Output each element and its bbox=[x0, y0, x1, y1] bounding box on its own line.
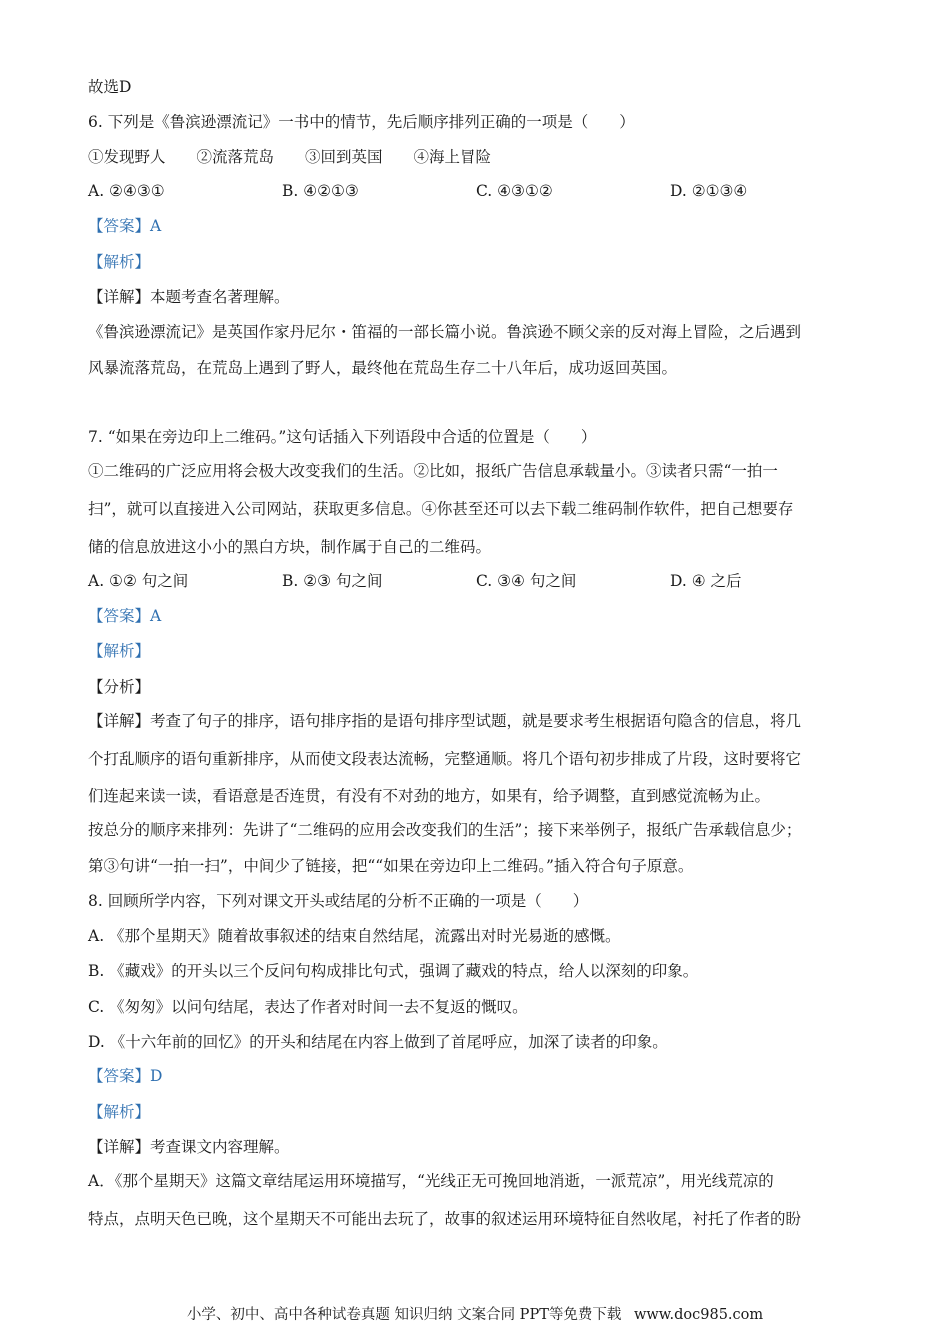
analysis-label: 【解析】 bbox=[88, 1103, 151, 1121]
paragraph-line: 特点，点明天色已晚，这个星期天不可能出去玩了，故事的叙述运用环境特征自然收尾，衬托了作者的盼 bbox=[88, 1210, 802, 1228]
option-d: D. 《十六年前的回忆》的开头和结尾在内容上做到了首尾呼应，加深了读者的印象。 bbox=[88, 1033, 668, 1051]
option-c: C. ④③①② bbox=[476, 182, 553, 200]
detail-line: 【详解】本题考查名著理解。 bbox=[88, 288, 290, 306]
paragraph-line: 第③句讲“一拍一扫”，中间少了链接，把““如果在旁边印上二维码。”插入符合句子原意。 bbox=[88, 857, 694, 875]
paragraph-line: A．《那个星期天》这篇文章结尾运用环境描写，“光线正无可挽回地消逝，一派荒凉”，用光线荒凉的 bbox=[88, 1172, 774, 1190]
option-a: A. 《那个星期天》随着故事叙述的结束自然结尾，流露出对时光易逝的感慨。 bbox=[88, 927, 621, 945]
question-6-items: ①发现野人 ②流落荒岛 ③回到英国 ④海上冒险 bbox=[88, 148, 492, 166]
option-b: B. 《藏戏》的开头以三个反问句构成排比句式，强调了藏戏的特点，给人以深刻的印象。 bbox=[88, 962, 699, 980]
answer-label: 【答案】A bbox=[88, 217, 162, 235]
option-c: C. ③④ 句之间 bbox=[476, 572, 577, 590]
footer-text: 小学、初中、高中各种试卷真题 知识归纳 文案合同 PPT等免费下载 bbox=[186, 1307, 622, 1323]
option-b: B. ④②①③ bbox=[282, 182, 359, 200]
footer-url[interactable]: www.doc985.com bbox=[633, 1307, 764, 1323]
text-line: 故选D bbox=[88, 78, 132, 96]
analysis-sub-label: 【分析】 bbox=[88, 678, 151, 696]
paragraph-line: 风暴流落荒岛，在荒岛上遇到了野人，最终他在荒岛生存二十八年后，成功返回英国。 bbox=[88, 359, 678, 377]
paragraph-line: 个打乱顺序的语句重新排序，从而使文段表达流畅，完整通顺。将几个语句初步排成了片段，这时要将它 bbox=[88, 750, 802, 768]
paragraph-line: ①二维码的广泛应用将会极大改变我们的生活。②比如，报纸广告信息承载量小。③读者只需“一拍一 bbox=[88, 462, 778, 480]
answer-label: 【答案】A bbox=[88, 607, 162, 625]
option-d: D. ④ 之后 bbox=[670, 572, 742, 590]
question-8: 8. 回顾所学内容，下列对课文开头或结尾的分析不正确的一项是（ ） bbox=[88, 892, 589, 910]
paragraph-line: 储的信息放进这小小的黑白方块，制作属于自己的二维码。 bbox=[88, 538, 492, 556]
detail-line: 【详解】考查了句子的排序，语句排序指的是语句排序型试题，就是要求考生根据语句隐含的信息，将几 bbox=[88, 712, 802, 730]
paragraph-line: 们连起来读一读，看语意是否连贯，有没有不对劲的地方，如果有，给予调整，直到感觉流畅为止。 bbox=[88, 787, 771, 805]
paragraph-line: 《鲁滨逊漂流记》是英国作家丹尼尔・笛福的一部长篇小说。鲁滨逊不顾父亲的反对海上冒险，之后遇到 bbox=[88, 323, 802, 341]
option-a: A. ①② 句之间 bbox=[88, 572, 189, 590]
option-a: A. ②④③① bbox=[88, 182, 165, 200]
page-footer bbox=[0, 1305, 950, 1325]
option-d: D. ②①③④ bbox=[670, 182, 748, 200]
paragraph-line: 按总分的顺序来排列：先讲了“二维码的应用会改变我们的生活”；接下来举例子，报纸广告承载信息少； bbox=[88, 821, 802, 839]
analysis-label: 【解析】 bbox=[88, 642, 151, 660]
option-c: C. 《匆匆》以问句结尾，表达了作者对时间一去不复返的慨叹。 bbox=[88, 998, 528, 1016]
analysis-label: 【解析】 bbox=[88, 253, 151, 271]
option-b: B. ②③ 句之间 bbox=[282, 572, 383, 590]
question-7: 7. “如果在旁边印上二维码。”这句话插入下列语段中合适的位置是（ ） bbox=[88, 428, 597, 446]
question-6: 6. 下列是《鲁滨逊漂流记》一书中的情节，先后顺序排列正确的一项是（ ） bbox=[88, 113, 635, 131]
answer-label: 【答案】D bbox=[88, 1067, 163, 1085]
paragraph-line: 扫”，就可以直接进入公司网站，获取更多信息。④你甚至还可以去下载二维码制作软件，把自己想要存 bbox=[88, 500, 794, 518]
detail-line: 【详解】考查课文内容理解。 bbox=[88, 1138, 290, 1156]
